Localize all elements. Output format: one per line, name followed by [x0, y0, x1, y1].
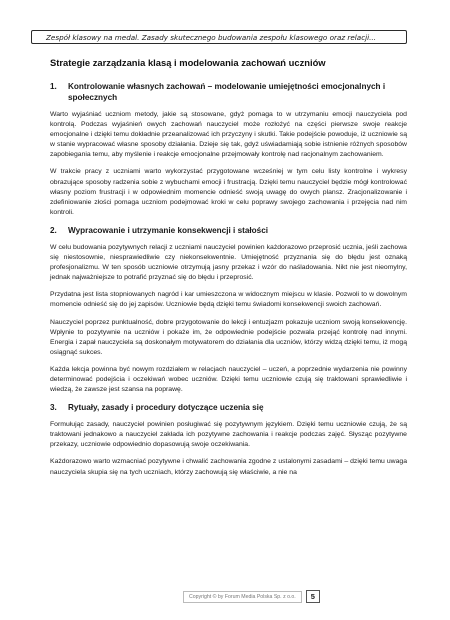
section-number: 1.	[50, 82, 57, 91]
section-heading	[50, 81, 407, 103]
paragraph: Każda lekcja powinna być nowym rozdziałem w relacjach nauczyciel – uczeń, a poprzednie wydarzenia nie powinny determinować podejścia i oczekiwań wobec uczniów. Dzięki temu uczniowie czują się traktowani sprawiedliwie i wiedzą, że zawsze jest szansa na poprawę.	[50, 365, 407, 394]
paragraph: W celu budowania pozytywnych relacji z uczniami nauczyciel powinien każdorazowo przeprosić ucznia, jeśli zachowa się niestosownie, niesprawiedliwie czy niekonsekwentnie. Umiejętność przyznania się do błędu jest oznaką profesjonalizmu. W ten sposób uczniowie otrzymują jasny przekaz i wzór do naśladowania. Nikt nie jest nieomylny, jednak najważniejsze to potrafić przyznać się do błędu i przeprosić.	[50, 243, 407, 282]
paragraph: Formułując zasady, nauczyciel powinien posługiwać się pozytywnym językiem. Dzięki temu uczniowie czują, że są traktowani jednakowo a nauczyciel zakłada ich pozytywne zachowania i reakcje podczas zajęć. Słysząc pozytywne przekazy, uczniowie odpowiednio dopasowują swoje oczekiwania.	[50, 421, 407, 449]
paragraph: W trakcie pracy z uczniami warto wykorzystać przygotowane wcześniej w tym celu listy kontrolne i wykresy obrazujące sposoby radzenia sobie z wybuchami emocji i frustracją. Dzięki temu nauczyciel będzie mógł kontrolować własny poziom frustracji i w odpowiednim momencie odnieść swoją uwagę do owych plansz. Zracjonalizowanie i zdefiniowanie złości pomaga uczniom podejmować kroki w celu poprawy swojego zachowania i przejęcia nad nim kontroli.	[50, 168, 407, 216]
section-title: Rytuały, zasady i procedury dotyczące uczenia się	[68, 403, 264, 413]
section-1	[50, 81, 407, 218]
section-number: 3.	[50, 403, 57, 413]
section-heading	[50, 225, 407, 236]
page-content	[50, 57, 407, 485]
page-number: 5	[306, 590, 320, 603]
section-3	[50, 402, 407, 477]
section-number: 2.	[50, 225, 57, 235]
paragraph: Każdorazowo warto wzmacniać pozytywne i chwalić zachowania zgodne z ustalonymi zasadami – dzięki temu uwaga nauczyciela skupia się na tych uczniach, którzy zachowują się właściwie, a nie na	[50, 458, 407, 476]
paragraph: Przydatna jest lista stopniowanych nagród i kar umieszczona w widocznym miejscu w klasie. Pozwoli to w dowolnym momencie odnieść się do jej zapisów. Uczniowie będą dzięki temu świadomi konsekwencji swoich zachowań.	[50, 291, 407, 309]
copyright-notice: Copyright © by Forum Media Polska Sp. z o.o.	[183, 591, 302, 603]
page-title: Strategie zarządzania klasą i modelowania zachowań uczniów	[50, 57, 326, 68]
paragraph: Warto wyjaśniać uczniom metody, jakie są stosowane, gdyż pomaga to w utrzymaniu emocji nauczyciela pod kontrolą. Podczas wyjaśnień owych zachowań nauczyciel może rozłożyć na części pierwsze swoje reakcje emocjonalne i dzięki temu dokładnie przeanalizować ich przyczyny i skutki. Takie podejście powoduje, iż uczniowie są w stanie wypracować własne sposoby działania. Dzieje się tak, gdyż uświadamiają sobie istnienie różnych sposobów zapobiegania temu, aby myślenie i reakcje emocjonalne przejmowały kontrolę nad racjonalnym zachowaniem.	[50, 111, 407, 159]
running-head: Zespół klasowy na medal. Zasady skutecznego budowania zespołu klasowego oraz relacji...	[31, 30, 407, 44]
paragraph: Nauczyciel poprzez punktualność, dobre przygotowanie do lekcji i entuzjazm pokazuje uczniom swoją konsekwencję. Wpłynie to pozytywnie na uczniów i pokaże im, że odpowiednie podejście pozwala przejąć kontrolę nad innymi. Energia i zapał nauczyciela są doskonałym motywatorem do działania dla uczniów, którzy widzą dzięki temu, iż mogą osiągnąć sukces.	[50, 318, 407, 356]
section-heading	[50, 402, 407, 413]
page-footer	[183, 590, 320, 603]
section-title: Kontrolowanie własnych zachowań – modelowanie umiejętności emocjonalnych i społecznych	[68, 82, 386, 102]
section-2	[50, 225, 407, 395]
section-title: Wypracowanie i utrzymanie konsekwencji i stałości	[68, 225, 269, 235]
